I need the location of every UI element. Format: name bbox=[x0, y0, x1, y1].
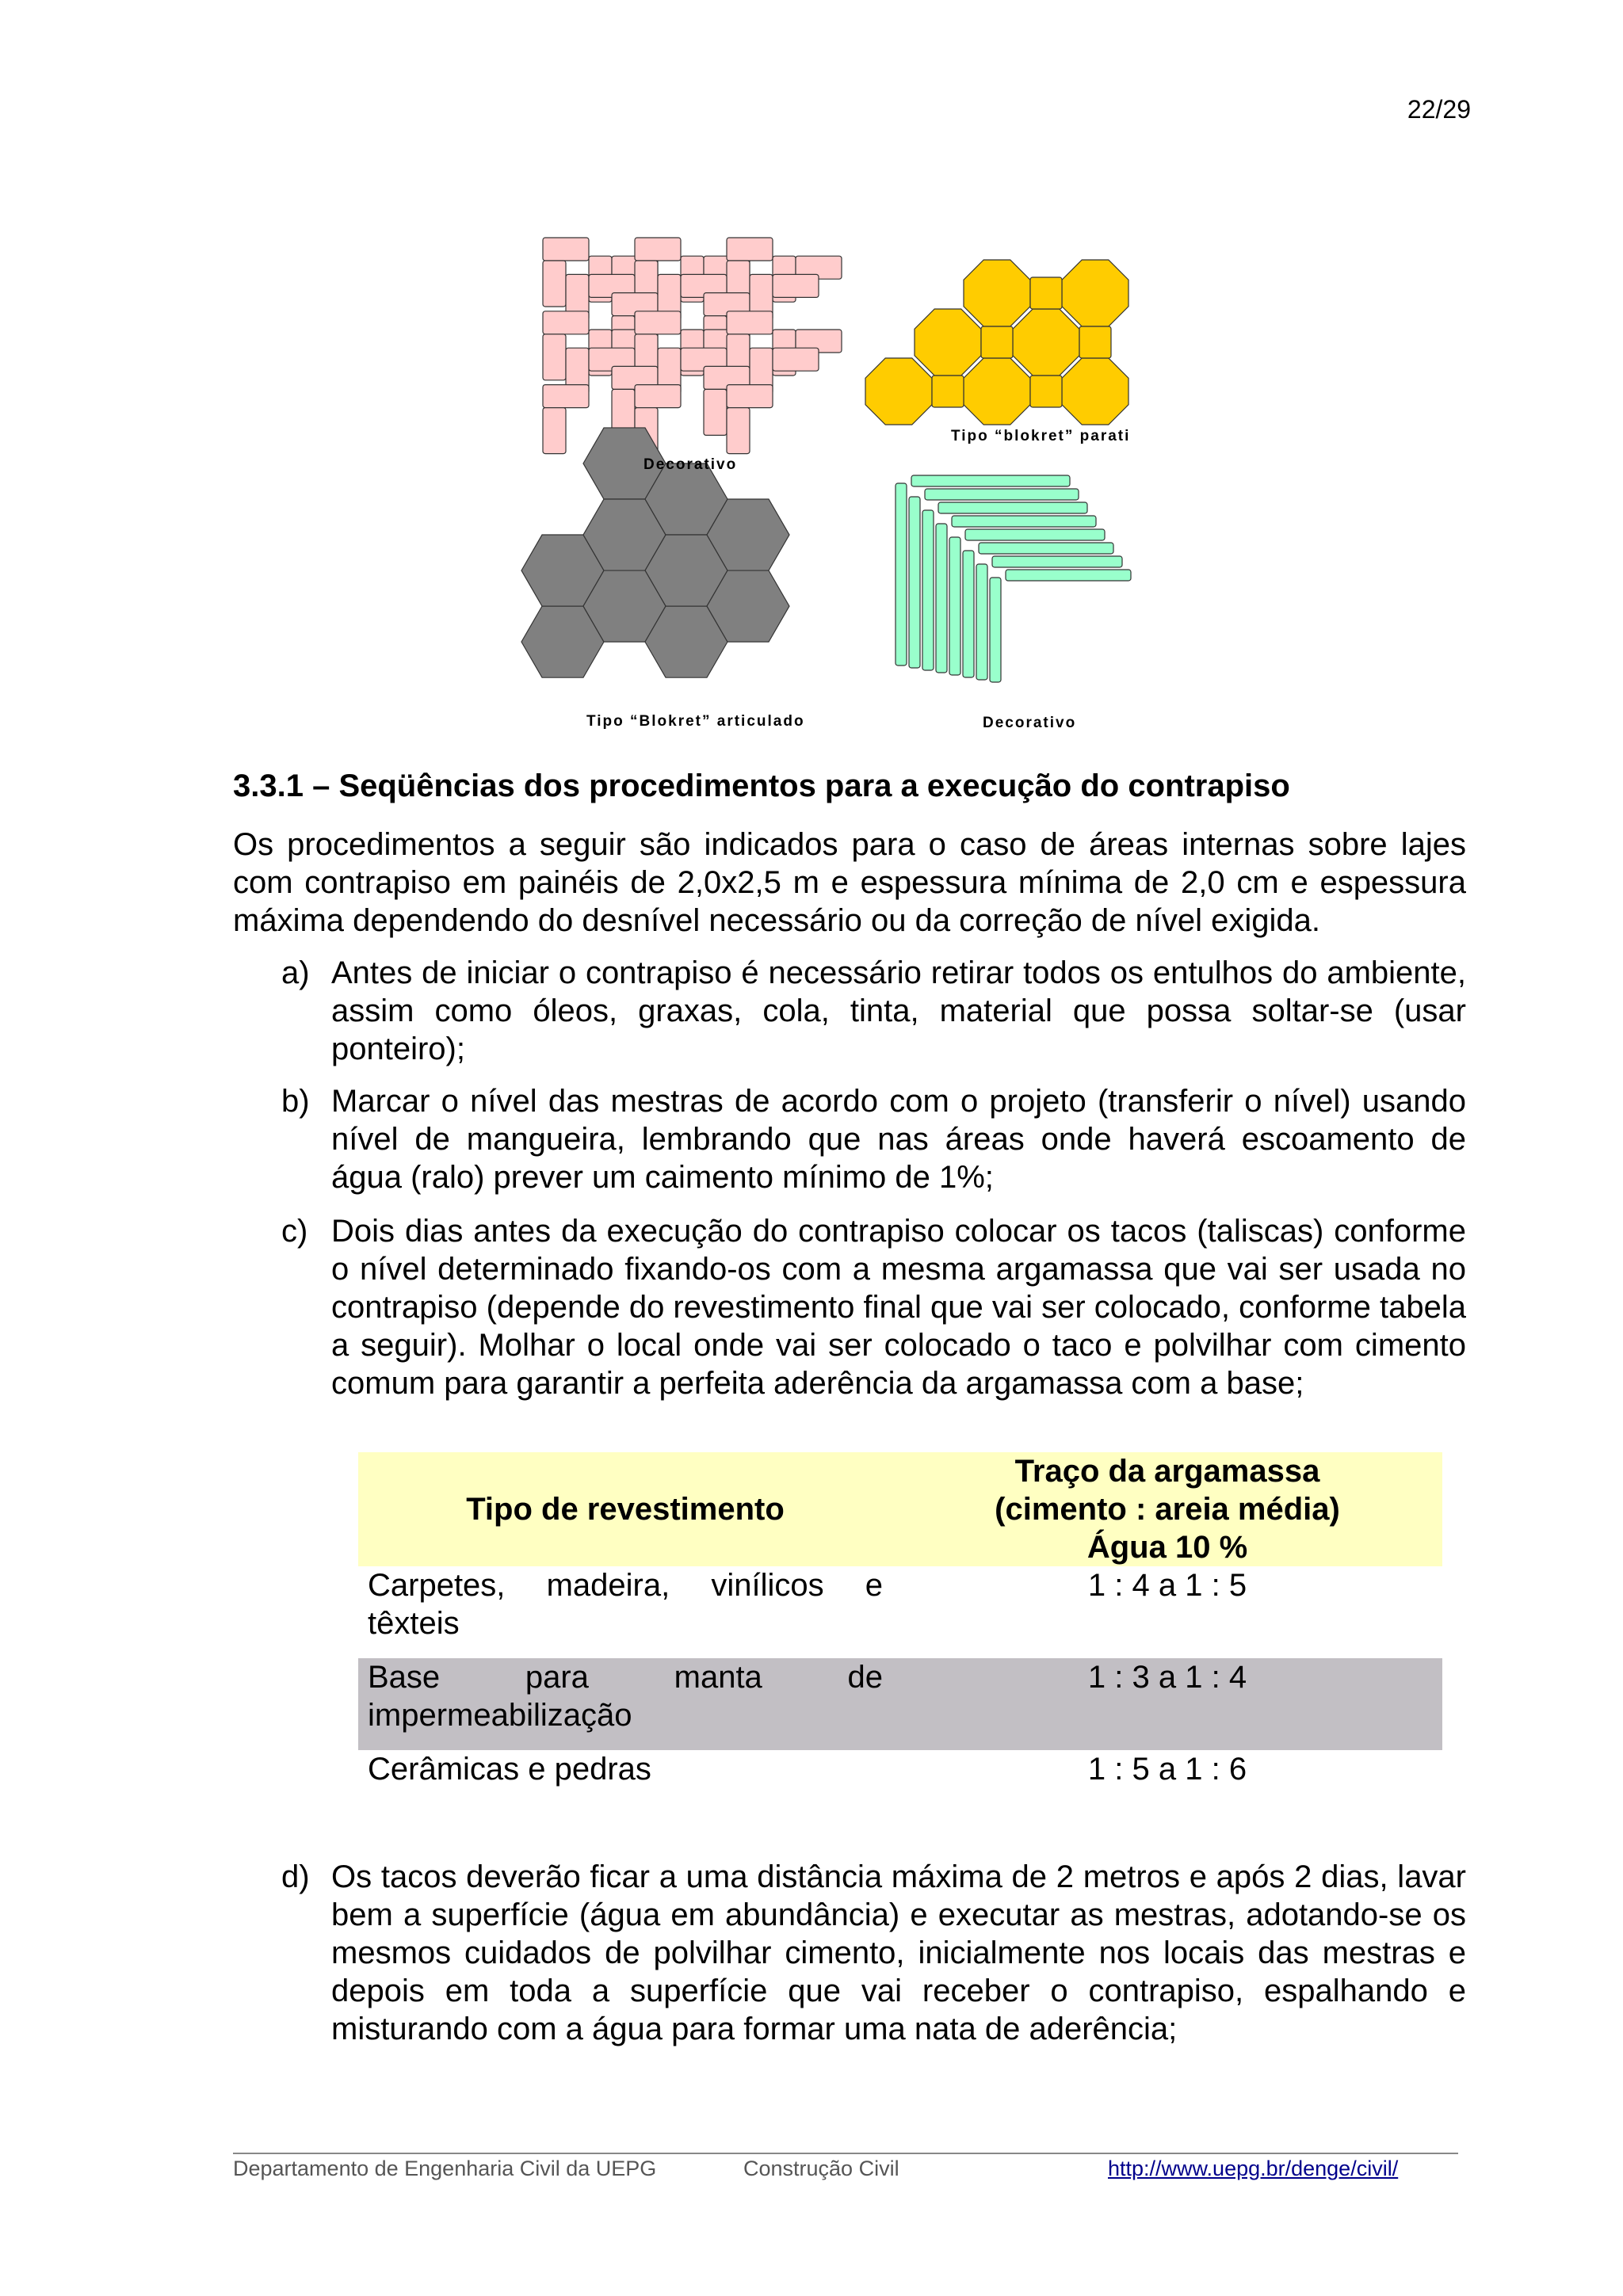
square-paver bbox=[1079, 326, 1111, 358]
paver bbox=[727, 385, 773, 408]
paver bbox=[635, 238, 681, 261]
square-paver bbox=[1030, 376, 1062, 407]
paver bbox=[543, 408, 566, 454]
cell-revestimento bbox=[358, 1566, 892, 1658]
paver bbox=[727, 311, 773, 334]
caption-decorativo-top: Decorativo bbox=[643, 456, 738, 473]
cell-line: têxteis bbox=[368, 1606, 460, 1641]
octagon-paver bbox=[1013, 309, 1079, 376]
cell-traco: 1 : 4 a 1 : 5 bbox=[1087, 1568, 1247, 1603]
yellow-octagon-pattern bbox=[865, 260, 1128, 425]
paver bbox=[773, 274, 819, 297]
list-item-d bbox=[281, 1858, 1466, 2048]
cell-revestimento: Cerâmicas e pedras bbox=[368, 1752, 651, 1787]
paver bbox=[992, 556, 1122, 567]
cell-traco: 1 : 5 a 1 : 6 bbox=[1087, 1752, 1247, 1787]
cell-line: Carpetes, madeira, vinílicos e bbox=[368, 1568, 883, 1603]
table-row bbox=[358, 1658, 1442, 1750]
pink-decorative-pattern bbox=[543, 238, 842, 454]
list-item-text: Antes de iniciar o contrapiso é necessário retirar todos os entulhos do ambiente, assim como óleos, graxas, cola, tinta, material que possa soltar-se (usar ponteiro); bbox=[331, 955, 1466, 1066]
paver bbox=[911, 475, 1070, 486]
paver bbox=[896, 483, 907, 666]
paver bbox=[949, 537, 960, 675]
section-title: 3.3.1 – Seqüências dos procedimentos para a execução do contrapiso bbox=[233, 769, 1290, 803]
header-line: (cimento : areia média) bbox=[995, 1492, 1340, 1527]
octagon-paver bbox=[964, 358, 1030, 425]
footer-department: Departamento de Engenharia Civil da UEPG bbox=[233, 2157, 657, 2180]
page-number: 22/29 bbox=[1407, 95, 1471, 124]
octagon-paver bbox=[1062, 358, 1128, 425]
octagon-paver bbox=[1062, 260, 1128, 326]
list-marker: c) bbox=[281, 1214, 308, 1249]
paver bbox=[909, 497, 920, 668]
cell-line: Base para manta de bbox=[368, 1660, 883, 1695]
header-traco-argamassa bbox=[892, 1452, 1442, 1566]
paver bbox=[952, 516, 1096, 527]
caption-blokret-parati: Tipo “blokret” parati bbox=[951, 428, 1131, 444]
list-marker: a) bbox=[281, 955, 310, 990]
green-herringbone-pattern bbox=[896, 475, 1131, 682]
paver bbox=[1006, 570, 1131, 581]
footer-divider bbox=[233, 2153, 1458, 2154]
paver bbox=[979, 543, 1113, 554]
footer-course: Construção Civil bbox=[743, 2157, 899, 2180]
paver bbox=[704, 389, 727, 435]
square-paver bbox=[1030, 277, 1062, 309]
intro-paragraph: Os procedimentos a seguir são indicados para o caso de áreas internas sobre lajes com contrapiso em painéis de 2,0x2,5 m e espessura mínima de 2,0 cm e espessura máxima dependendo do desnível necessário ou da correção de nível exigida. bbox=[233, 827, 1466, 938]
list-item-text: Os tacos deverão ficar a uma distância máxima de 2 metros e após 2 dias, lavar bem a superfície (água em abundância) e executar as mestras, adotando-se os mesmos cuidados de polvilhar cimento, inicialmente nos locais das mestras e depois em toda a superfície que vai receber o contrapiso, espalhando e misturando com a água para formar uma nata de aderência; bbox=[331, 1859, 1466, 2046]
list-item-c bbox=[281, 1212, 1466, 1402]
header-line: Traço da argamassa bbox=[1014, 1454, 1320, 1489]
paver bbox=[543, 311, 589, 334]
paver bbox=[925, 489, 1079, 500]
header-tipo-revestimento: Tipo de revestimento bbox=[358, 1452, 892, 1566]
paver bbox=[922, 510, 934, 670]
mortar-mix-table bbox=[358, 1452, 1442, 1806]
paver bbox=[635, 311, 681, 334]
paver bbox=[727, 238, 773, 261]
header-line: Água 10 % bbox=[1086, 1530, 1248, 1565]
paver bbox=[543, 238, 589, 261]
paving-patterns-figure bbox=[507, 214, 1173, 737]
table-row bbox=[358, 1566, 1442, 1658]
cell-revestimento bbox=[358, 1658, 892, 1750]
octagon-paver bbox=[865, 358, 932, 425]
cell-traco: 1 : 3 a 1 : 4 bbox=[892, 1658, 1442, 1750]
paver bbox=[543, 261, 566, 307]
table-header-row bbox=[358, 1452, 1442, 1566]
caption-decorativo-bottom: Decorativo bbox=[983, 715, 1077, 731]
list-marker: b) bbox=[281, 1084, 310, 1119]
paver bbox=[990, 578, 1001, 682]
list-item-a bbox=[281, 954, 1466, 1068]
list-item-text: Marcar o nível das mestras de acordo com o projeto (transferir o nível) usando nível de mangueira, lembrando que nas áreas onde haverá escoamento de água (ralo) prever um caimento mínimo de 1%; bbox=[331, 1084, 1466, 1195]
paver bbox=[773, 348, 819, 371]
paver bbox=[936, 524, 947, 673]
paver bbox=[963, 551, 974, 677]
octagon-paver bbox=[915, 309, 981, 376]
paver bbox=[976, 564, 987, 680]
paver bbox=[543, 385, 589, 408]
paver bbox=[938, 502, 1087, 513]
paver bbox=[965, 529, 1105, 540]
paver bbox=[543, 334, 566, 380]
caption-blokret-articulado: Tipo “Blokret” articulado bbox=[586, 713, 805, 730]
cell-line: impermeabilização bbox=[368, 1698, 632, 1733]
footer-link[interactable]: http://www.uepg.br/denge/civil/ bbox=[1108, 2157, 1399, 2180]
octagon-paver bbox=[964, 260, 1030, 326]
paver bbox=[727, 408, 750, 454]
paving-patterns-drawing bbox=[507, 214, 1173, 737]
table-row bbox=[358, 1750, 1442, 1806]
list-item-text: Dois dias antes da execução do contrapiso colocar os tacos (taliscas) conforme o nível determinado fixando-os com a mesma argamassa que vai ser usada no contrapiso (depende do revestimento final que vai ser colocado, conforme tabela a seguir). Molhar o local onde vai ser colocado o taco e polvilhar com cimento comum para garantir a perfeita aderência da argamassa com a base; bbox=[331, 1214, 1466, 1401]
square-paver bbox=[932, 376, 964, 407]
square-paver bbox=[981, 326, 1013, 358]
list-item-b bbox=[281, 1082, 1466, 1196]
paver bbox=[635, 385, 681, 408]
list-marker: d) bbox=[281, 1859, 310, 1894]
